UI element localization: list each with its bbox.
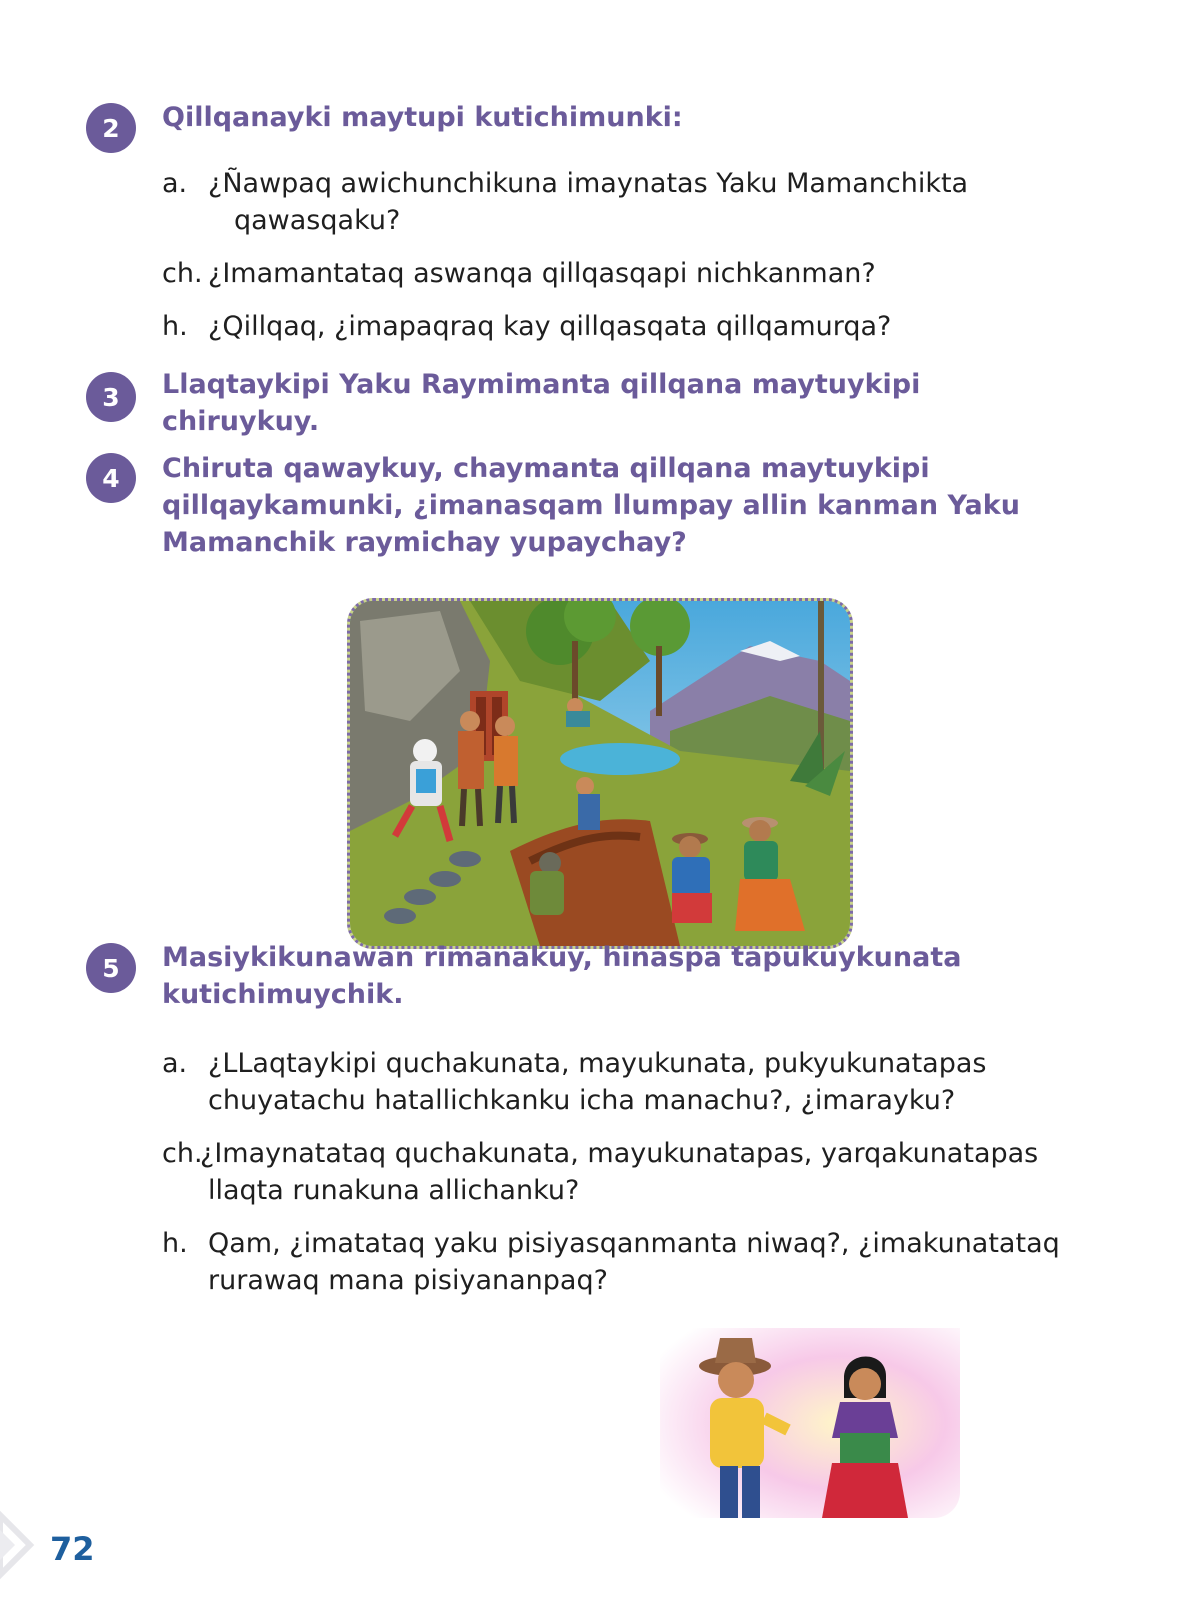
- question-number-3: 3: [86, 372, 136, 422]
- heading-line: Chiruta qawaykuy, chaymanta qillqana maytuykipi: [162, 453, 930, 484]
- item-text-line: rurawaq mana pisiyananpaq?: [208, 1265, 608, 1296]
- item-label: ch.: [162, 258, 203, 289]
- item-label: a.: [162, 168, 188, 199]
- heading-line: kutichimuychik.: [162, 979, 404, 1010]
- item-text-line: Qam, ¿imatataq yaku pisiyasqanmanta niwaq?, ¿imakunatataq: [208, 1228, 1060, 1259]
- item-text-line: llaqta runakuna allichanku?: [208, 1175, 580, 1206]
- page-number: 72: [50, 1530, 95, 1568]
- question-5-heading: [162, 939, 1062, 1013]
- question-5-item-a: [162, 1045, 1082, 1119]
- item-label: ch.: [162, 1138, 203, 1169]
- water-festival-illustration: [347, 598, 853, 949]
- heading-line: Masiykikunawan rimanakuy, hinaspa tapukuykunata: [162, 942, 962, 973]
- item-label: h.: [162, 1228, 188, 1259]
- question-2-item-ch: [162, 255, 1062, 292]
- item-text-line: ¿Imaynatataq quchakunata, mayukunatapas, yarqakunatapas: [200, 1138, 1039, 1169]
- item-text-line: ¿LLaqtaykipi quchakunata, mayukunata, pukyukunatapas: [208, 1048, 987, 1079]
- question-number-2: 2: [86, 103, 136, 153]
- question-number-4: 4: [86, 453, 136, 503]
- item-text: ¿Qillqaq, ¿imapaqraq kay qillqasqata qillqamurqa?: [208, 311, 892, 342]
- question-5-item-h: [162, 1225, 1082, 1299]
- heading-line: qillqaykamunki, ¿imanasqam llumpay allin kanman Yaku: [162, 490, 1020, 521]
- landscape-scene: [350, 601, 850, 946]
- question-number-5: 5: [86, 943, 136, 993]
- children-scene: [660, 1328, 960, 1518]
- question-5-item-ch: [162, 1135, 1082, 1209]
- item-text-continued: qawasqaku?: [234, 205, 401, 236]
- item-label: a.: [162, 1048, 188, 1079]
- question-2-item-h: [162, 308, 1062, 345]
- children-talking-illustration: [660, 1328, 960, 1518]
- item-text: ¿Imamantataq aswanqa qillqasqapi nichkanman?: [208, 258, 876, 289]
- item-text-line: chuyatachu hatallichkanku icha manachu?, ¿imarayku?: [208, 1085, 956, 1116]
- question-3-heading: Llaqtaykipi Yaku Raymimanta qillqana maytuykipi chiruykuy.: [162, 369, 921, 437]
- item-label: h.: [162, 311, 188, 342]
- item-text: ¿Ñawpaq awichunchikuna imaynatas Yaku Mamanchikta: [208, 168, 969, 199]
- heading-line: Mamanchik raymichay yupaychay?: [162, 527, 687, 558]
- question-2-heading: Qillqanayki maytupi kutichimunki:: [162, 102, 683, 133]
- question-4-heading: [162, 450, 1062, 561]
- question-2-item-a: [162, 165, 1062, 239]
